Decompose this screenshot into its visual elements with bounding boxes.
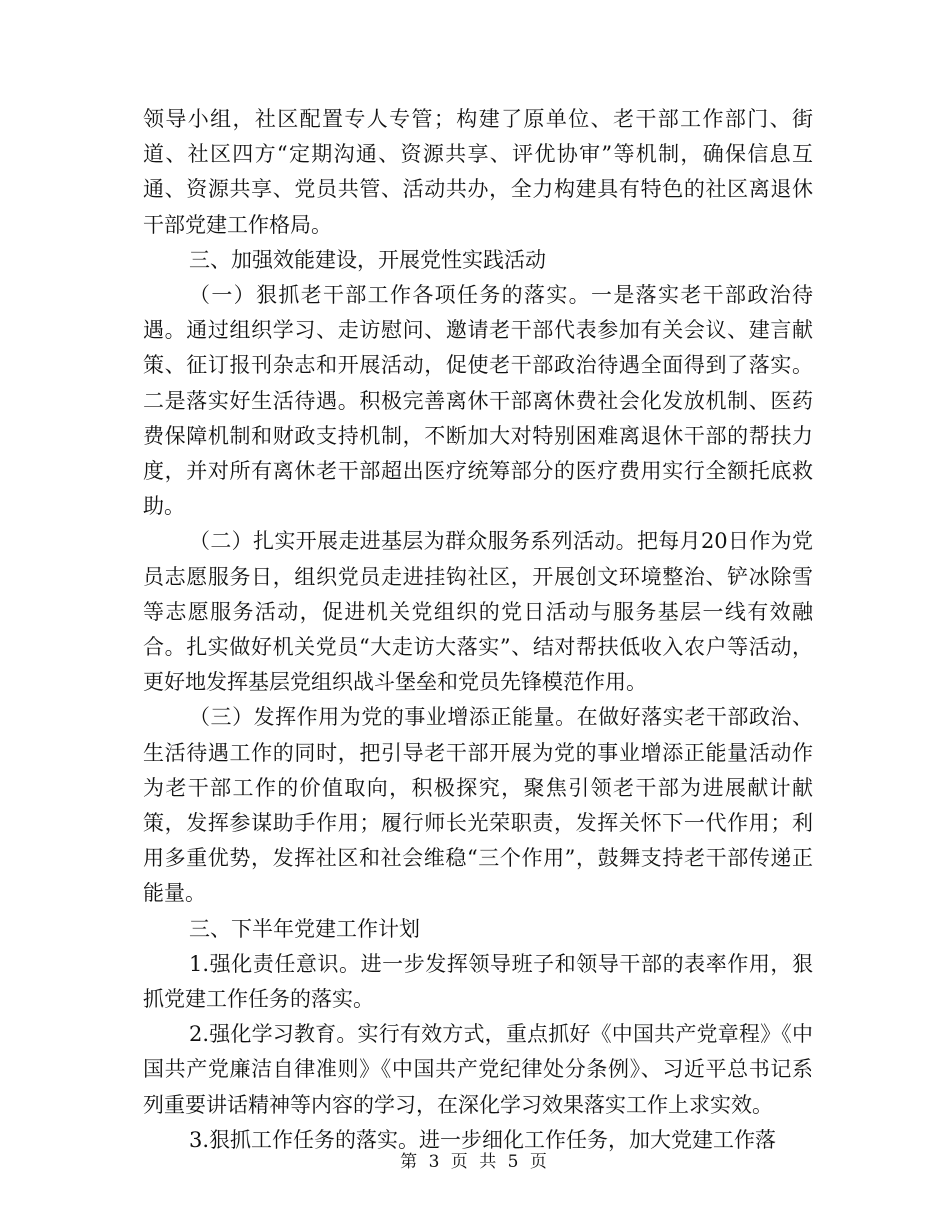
section-heading-plan: 三、下半年党建工作计划 [189, 916, 420, 941]
paragraph-item-1: （一）狠抓老干部工作各项任务的落实。一是落实老干部政治待遇。通过组织学习、走访慰问、邀请老干部代表参加有关会议、建言献策、征订报刊杂志和开展活动，促使老干部政治待遇全面得到了落实。二是落实好生活待遇。积极完善离休干部离休费社会化发放机制、医药费保障机制和财政支持机制，不断加大对特别困难离退休干部的帮扶力度，并对所有离休老干部超出医疗统筹部分的医疗费用实行全额托底救助。 [143, 283, 813, 519]
plan-item-2: 2.强化学习教育。实行有效方式，重点抓好《中国共产党章程》《中国共产党廉洁自律准则》《中国共产党纪律处分条例》、习近平总书记系列重要讲话精神等内容的学习，在深化学习效果落实工作上求实效。 [143, 1022, 813, 1117]
paragraph-item-2: （二）扎实开展走进基层为群众服务系列活动。把每月20日作为党员志愿服务日，组织党员走进挂钩社区，开展创文环境整治、铲冰除雪等志愿服务活动，促进机关党组织的党日活动与服务基层一线有效融合。扎实做好机关党员“大走访大落实”、结对帮扶低收入农户等活动，更好地发挥基层党组织战斗堡垒和党员先锋模范作用。 [143, 529, 813, 695]
plan-item-3: 3.狠抓工作任务的落实。进一步细化工作任务，加大党建工作落 [189, 1127, 777, 1152]
paragraph-item-3: （三）发挥作用为党的事业增添正能量。在做好落实老干部政治、生活待遇工作的同时，把引导老干部开展为党的事业增添正能量活动作为老干部工作的价值取向，积极探究，聚焦引领老干部为进展献计献策，发挥参谋助手作用；履行师长光荣职责，发挥关怀下一代作用；利用多重优势，发挥社区和社会维稳“三个作用”，鼓舞支持老干部传递正能量。 [143, 705, 813, 906]
page-number-footer: 第 3 页 共 5 页 [400, 1152, 550, 1172]
document-body [143, 102, 813, 1158]
section-heading-efficiency: 三、加强效能建设，开展党性实践活动 [189, 247, 546, 272]
paragraph-continuation: 领导小组，社区配置专人专管；构建了原单位、老干部工作部门、街道、社区四方“定期沟通、资源共享、评优协审”等机制，确保信息互通、资源共享、党员共管、活动共办，全力构建具有特色的社区离退休干部党建工作格局。 [143, 107, 813, 237]
plan-item-1: 1.强化责任意识。进一步发挥领导班子和领导干部的表率作用，狠抓党建工作任务的落实。 [143, 951, 813, 1012]
